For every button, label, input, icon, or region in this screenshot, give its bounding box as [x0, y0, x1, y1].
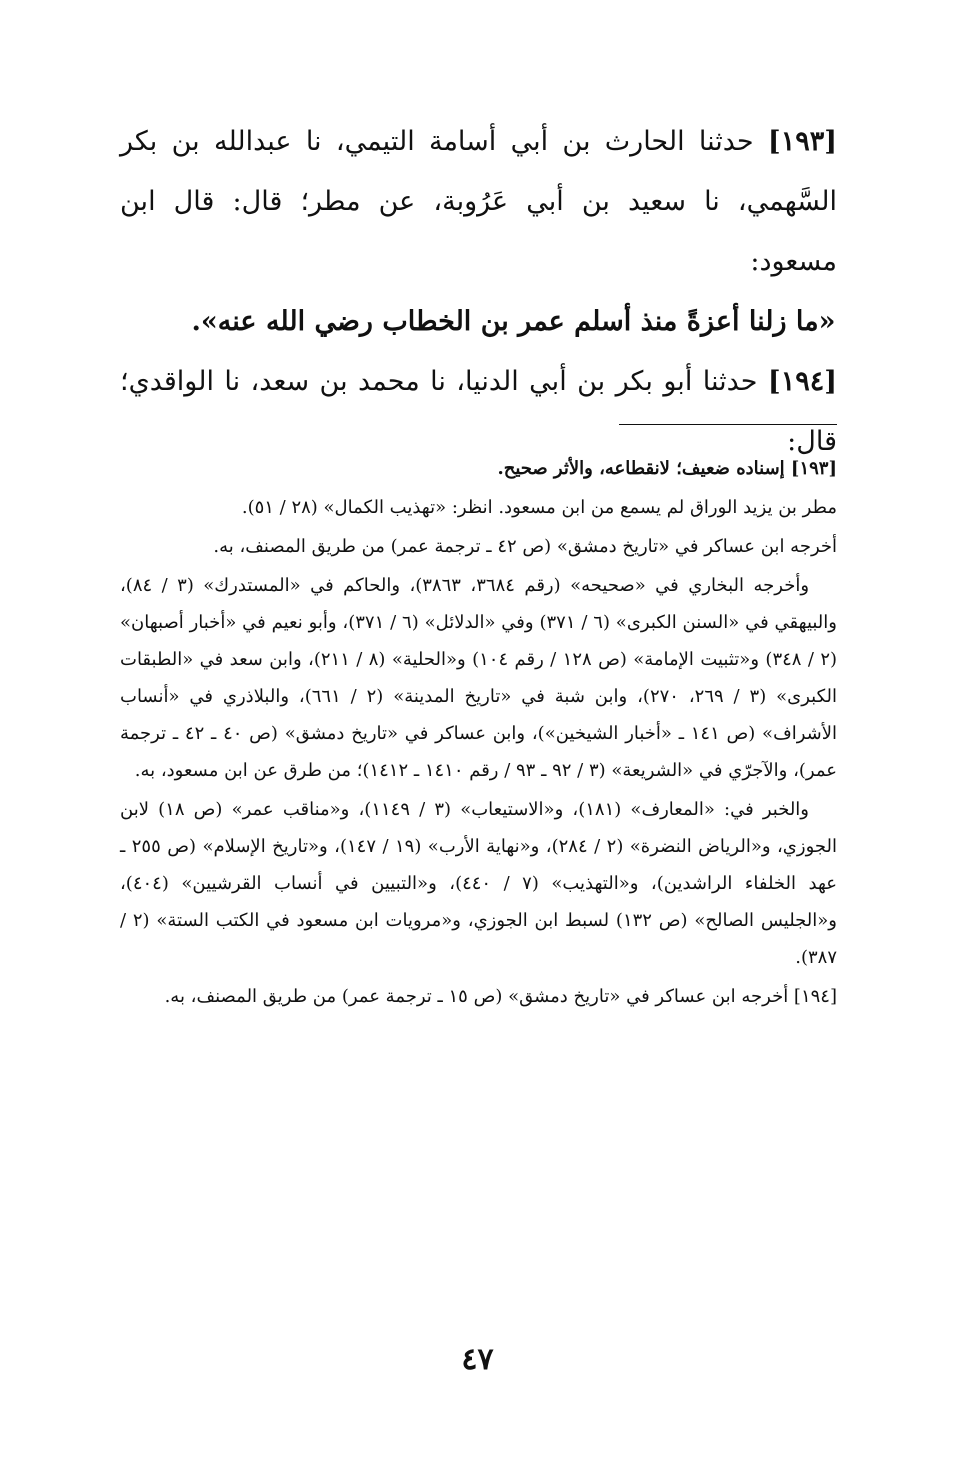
quote-text: «ما زلنا أعزةً منذ أسلم عمر بن الخطاب رضي الله عنه». [191, 306, 836, 337]
paragraph-194-text: حدثنا أبو بكر بن أبي الدنيا، نا محمد بن سعد، نا الواقدي؛ قال: [120, 366, 837, 457]
footnote-193-c: وأخرجه البخاري في «صحيحه» (رقم ٣٦٨٤، ٣٨٦٣)، والحاكم في «المستدرك» (٣ / ٨٤)، والبيهقي في «السنن الكبرى» (٦ / ٣٧١) وفي «الدلائل» (٦ / ٣٧١)، وأبو نعيم في «أخبار أصبهان» (٢ / ٣٤٨) و«تثبيت الإمامة» (ص ١٢٨ / رقم ١٠٤) و«الحلية» (٨ / ٢١١)، وابن سعد في «الطبقات الكبرى» (٣ / ٢٦٩، ٢٧٠)، وابن شبة في «تاريخ المدينة» (٢ / ٦٦١)، والبلاذري في «أنساب الأشراف» (ص ١٤١ ـ «أخبار الشيخين»)، وابن عساكر في «تاريخ دمشق» (ص ٤٠ ـ ٤٢ ـ ترجمة عمر)، والآجرّي في «الشريعة» (٣ / ٩٢ ـ ٩٣ / رقم ١٤١٠ ـ ١٤١٢)؛ من طرق عن ابن مسعود، به. [120, 575, 838, 781]
hadith-number-193: [١٩٣] [767, 126, 837, 157]
footnote-193-a: مطر بن يزيد الوراق لم يسمع من ابن مسعود. انظر: «تهذيب الكمال» (٢٨ / ٥١). [241, 497, 837, 518]
paragraph-193-text: حدثنا الحارث بن أبي أسامة التيمي، نا عبدالله بن بكر السَّهمي، نا سعيد بن أبي عَرُوبة، عن مطر؛ قال: قال ابن مسعود: [120, 126, 837, 277]
footnote-separator [619, 424, 837, 425]
paragraph-193 [120, 112, 837, 292]
footnote-193-d: والخبر في: «المعارف» (١٨١)، و«الاستيعاب» (٣ / ١١٤٩)، و«مناقب عمر» (ص ١٨) لابن الجوزي، و«الرياض النضرة» (٢ / ٢٨٤)، و«نهاية الأرب» (١٩ / ١٤٧)، و«تاريخ الإسلام» (ص ٢٥٥ ـ عهد الخلفاء الراشدين)، و«التهذيب» (٧ / ٤٤٠)، و«التبيين في أنساب القرشيين» (٤٠٤)، و«الجليس الصالح» (ص ١٣٢) لسبط ابن الجوزي، و«مرويات ابن مسعود في الكتب الستة» (٢ / ٣٨٧). [120, 799, 837, 968]
main-text [120, 112, 837, 472]
footnote-193-b: أخرجه ابن عساكر في «تاريخ دمشق» (ص ٤٢ ـ ترجمة عمر) من طريق المصنف، به. [213, 536, 837, 557]
footnote-194: [١٩٤] أخرجه ابن عساكر في «تاريخ دمشق» (ص ١٥ ـ ترجمة عمر) من طريق المصنف، به. [164, 986, 837, 1007]
hadith-number-194: [١٩٤] [767, 366, 837, 397]
footnotes [120, 450, 837, 1015]
footnote-193-heading: [١٩٣] إسناده ضعيف؛ لانقطاعه، والأثر صحيح. [497, 458, 837, 479]
page-number: ٤٧ [461, 1342, 494, 1377]
